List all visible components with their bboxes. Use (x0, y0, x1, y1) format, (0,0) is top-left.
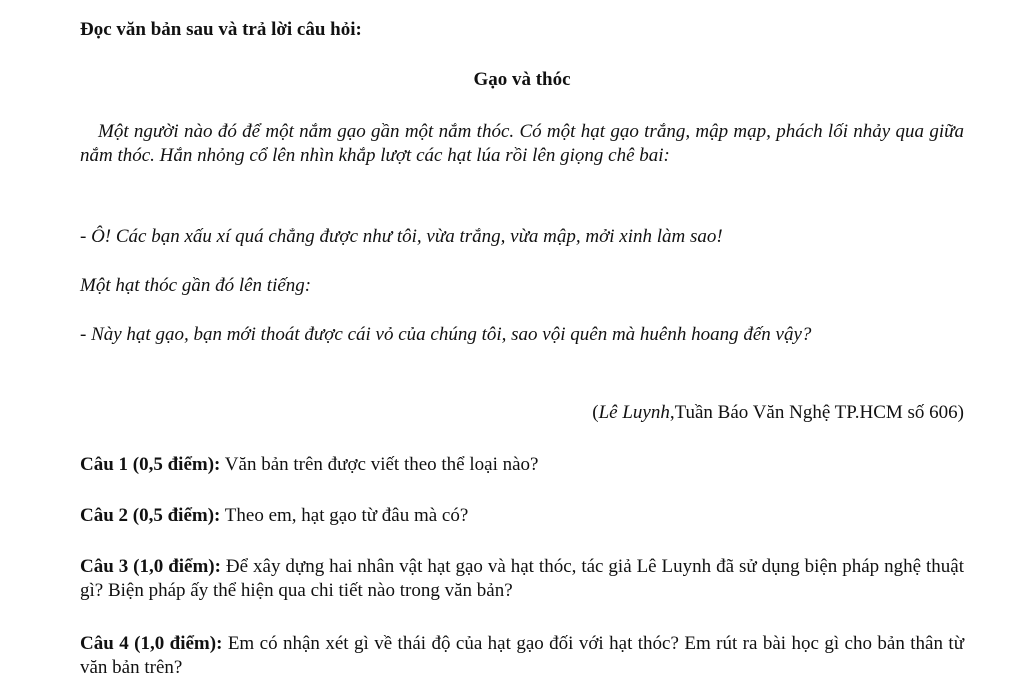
source-citation (80, 401, 964, 425)
source-publication: ,Tuần Báo Văn Nghệ TP.HCM số 606) (669, 402, 964, 423)
story-paragraph-1: Một người nào đó để một nắm gạo gần một nắm thóc. Có một hạt gạo trắng, mập mạp, phách lối nhảy qua giữa nắm thóc. Hắn nhỏng cổ lên nhìn khắp lượt các hạt lúa rồi lên giọng chê bai: (80, 121, 964, 166)
source-open: ( (592, 402, 599, 423)
story-title: Gạo và thóc (473, 69, 571, 90)
question-3-text: Để xây dựng hai nhân vật hạt gạo và hạt thóc, tác giả Lê Luynh đã sử dụng biện pháp nghệ thuật gì? Biện pháp ấy thể hiện qua chi tiết nào trong văn bản? (80, 556, 964, 601)
question-4-label: Câu 4 (1,0 điểm): (80, 633, 223, 654)
question-1 (80, 453, 964, 477)
question-2-text: Theo em, hạt gạo từ đâu mà có? (220, 505, 469, 526)
question-2 (80, 504, 964, 528)
story-paragraph-2: - Ô! Các bạn xấu xí quá chẳng được như tôi, vừa trắng, vừa mập, mởi xinh làm sao! (80, 226, 723, 247)
instruction-heading: Đọc văn bản sau và trả lời câu hỏi: (80, 19, 362, 40)
question-3-label: Câu 3 (1,0 điểm): (80, 556, 221, 577)
question-4-text: Em có nhận xét gì về thái độ của hạt gạo đối với hạt thóc? Em rút ra bài học gì cho bản thân từ văn bản trên? (80, 633, 964, 678)
source-author: Lê Luynh (598, 402, 670, 423)
story-paragraph-3: Một hạt thóc gần đó lên tiếng: (80, 275, 312, 296)
question-2-label: Câu 2 (0,5 điểm): (80, 505, 221, 526)
question-1-label: Câu 1 (0,5 điểm): (80, 454, 221, 475)
question-4 (80, 632, 964, 680)
story-paragraph-4: - Này hạt gạo, bạn mới thoát được cái vỏ của chúng tôi, sao vội quên mà huênh hoang đến vậy? (80, 324, 812, 345)
question-3 (80, 555, 964, 603)
question-1-text: Văn bản trên được viết theo thể loại nào? (220, 454, 539, 475)
